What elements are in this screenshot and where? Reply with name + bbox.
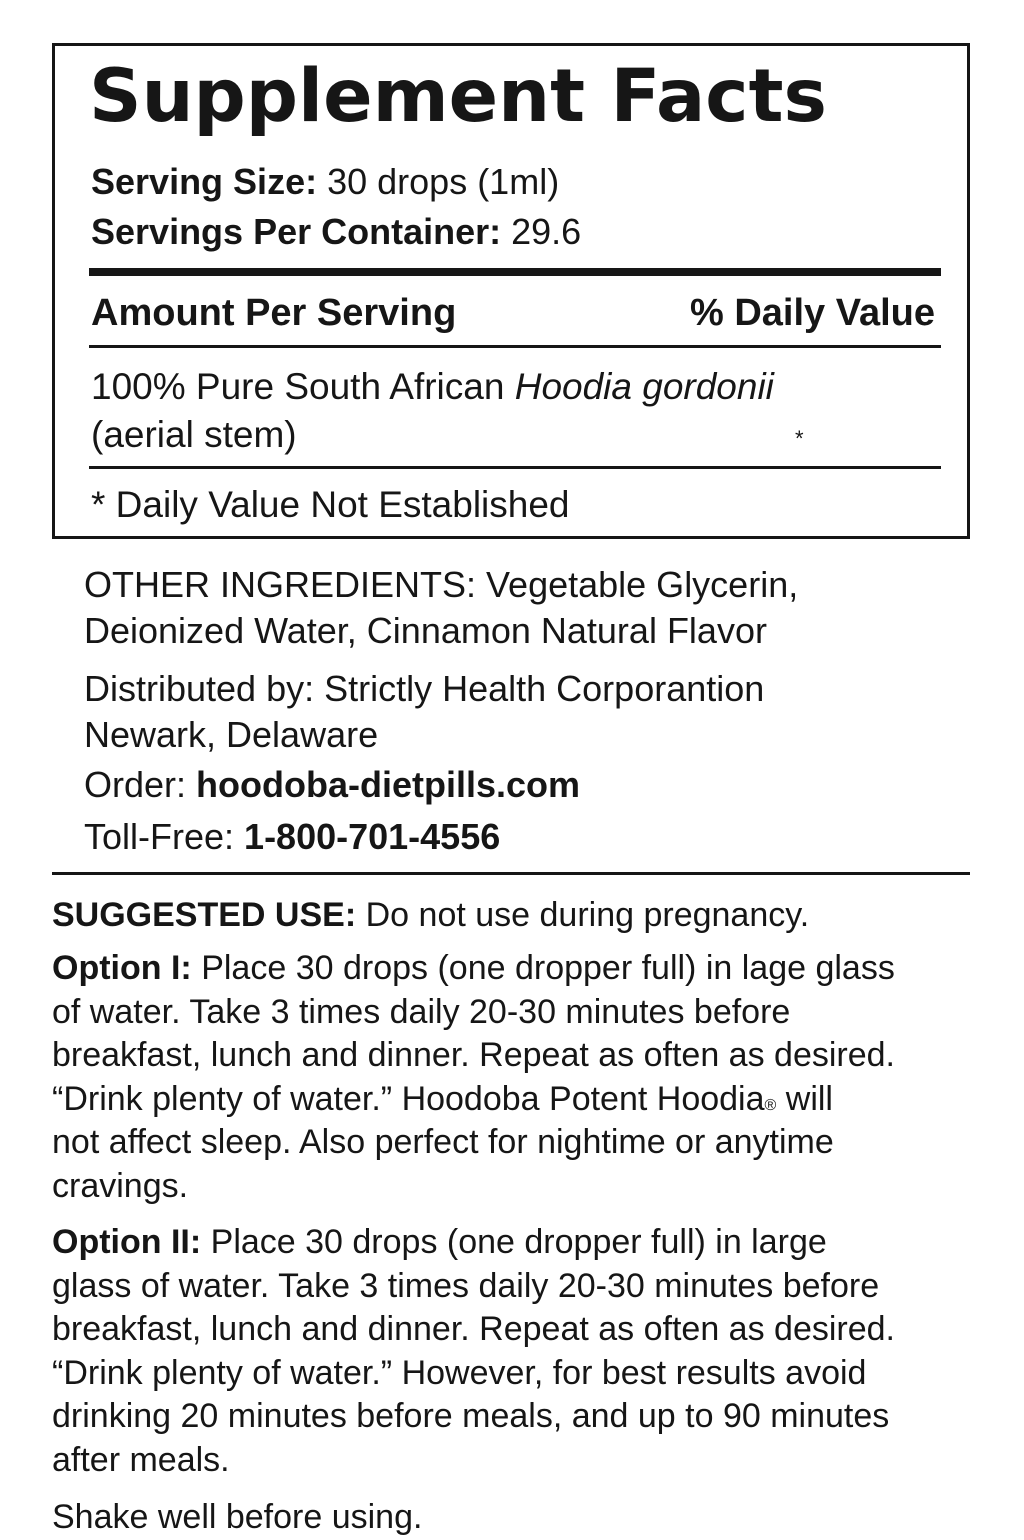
order-website: hoodoba-dietpills.com	[196, 764, 581, 805]
shake-instruction	[52, 1496, 982, 1540]
distributor-line-2: Newark, Delaware	[84, 714, 379, 755]
other-ingredients-line-1: OTHER INGREDIENTS: Vegetable Glycerin,	[84, 564, 799, 605]
option-2-line: “Drink plenty of water.” However, for best results avoid	[52, 1353, 867, 1392]
panel-title: Supplement Facts	[89, 54, 827, 139]
toll-free-label: Toll-Free:	[84, 816, 235, 857]
order-label: Order:	[84, 764, 187, 805]
option-1-line: “Drink plenty of water.” Hoodoba Potent Hoodia	[52, 1079, 765, 1118]
ingredient-row	[91, 368, 774, 405]
serving-size-label: Serving Size:	[91, 161, 318, 202]
thick-rule	[89, 268, 941, 276]
option-1-line: Place 30 drops (one dropper full) in lage glass	[201, 949, 895, 987]
order-line	[84, 764, 581, 805]
footnote: * Daily Value Not Established	[91, 484, 570, 525]
option-1-line: of water. Take 3 times daily 20-30 minutes before	[52, 992, 791, 1031]
ingredient-name: Hoodia gordonii	[514, 366, 774, 407]
option-1-line-tail: will	[785, 1079, 833, 1118]
servings-per-container	[91, 211, 582, 252]
option-2-line: Place 30 drops (one dropper full) in large	[210, 1223, 827, 1261]
option-1-line: breakfast, lunch and dinner. Repeat as often as desired.	[52, 1036, 895, 1074]
footnote-rule	[89, 466, 941, 469]
suggested-use-label: SUGGESTED USE:	[52, 896, 357, 934]
ingredient-daily-value: *	[795, 426, 804, 451]
servings-label: Servings Per Container:	[91, 211, 502, 252]
amount-per-serving-header: Amount Per Serving	[91, 292, 457, 334]
option-1-line: cravings.	[52, 1166, 189, 1205]
daily-value-header: % Daily Value	[689, 292, 935, 334]
ingredient-prefix: 100% Pure South African	[91, 366, 505, 407]
registered-mark: ®	[764, 1096, 777, 1114]
ingredient-part: (aerial stem)	[91, 414, 297, 455]
option-2	[52, 1221, 982, 1482]
option-1-label: Option I:	[52, 949, 192, 987]
option-2-label: Option II:	[52, 1223, 202, 1261]
option-2-line: glass of water. Take 3 times daily 20-30 minutes before	[52, 1266, 880, 1305]
toll-free-line	[84, 816, 501, 857]
option-1	[52, 947, 982, 1208]
option-2-line: after meals.	[52, 1440, 230, 1479]
option-2-line: breakfast, lunch and dinner. Repeat as often as desired.	[52, 1310, 895, 1348]
other-ingredients-line-2: Deionized Water, Cinnamon Natural Flavor	[84, 610, 767, 651]
servings-value: 29.6	[511, 211, 582, 252]
section-divider	[52, 872, 970, 875]
option-1-line: not affect sleep. Also perfect for nightime or anytime	[52, 1123, 834, 1161]
supplement-facts-panel	[52, 43, 970, 539]
option-2-line: drinking 20 minutes before meals, and up to 90 minutes	[52, 1397, 890, 1435]
suggested-use-text: Do not use during pregnancy.	[365, 896, 810, 934]
distributor-line-1: Distributed by: Strictly Health Corporantion	[84, 668, 765, 709]
serving-size-value: 30 drops (1ml)	[327, 161, 560, 202]
suggested-use	[52, 894, 982, 938]
toll-free-number: 1-800-701-4556	[244, 816, 501, 857]
shake-text: Shake well before using.	[52, 1498, 423, 1536]
header-rule	[89, 345, 941, 348]
serving-size	[91, 161, 560, 202]
